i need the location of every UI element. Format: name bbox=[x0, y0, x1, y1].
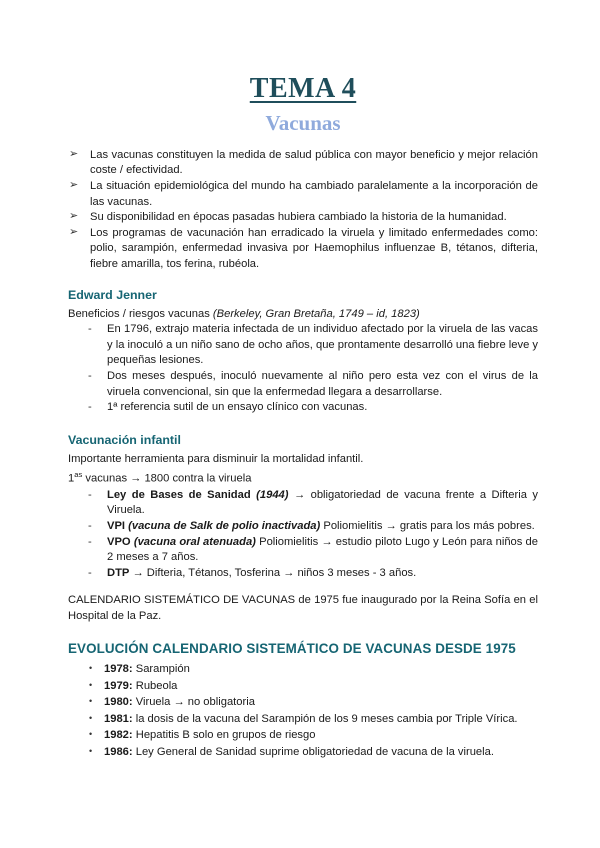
jenner-lead-plain: Beneficios / riesgos vacunas bbox=[68, 307, 213, 320]
list-item-text: la dosis de la vacuna del Sarampión de los 9 meses cambia por Triple Vírica. bbox=[132, 712, 518, 725]
list-item-year: 1979: bbox=[104, 679, 133, 692]
vacunacion-list bbox=[68, 488, 538, 582]
arrow-bullet-icon: ➢ bbox=[69, 210, 79, 223]
list-item-text: La situación epidemiológica del mundo ha cambiado paralelamente a la incorporación de las vacunas. bbox=[90, 180, 538, 208]
list-item-text: 1ª referencia sutil de un ensayo clínico con vacunas. bbox=[107, 401, 368, 414]
list-item-text: Sarampión bbox=[132, 663, 190, 676]
list-item bbox=[68, 210, 538, 226]
list-item-bold: DTP bbox=[107, 566, 130, 579]
dash-bullet-icon: - bbox=[88, 370, 92, 383]
list-item bbox=[68, 226, 538, 273]
list-item-year: 1982: bbox=[104, 729, 133, 742]
list-item-year: 1980: bbox=[104, 696, 133, 709]
list-item bbox=[68, 727, 538, 743]
list-item-text: Las vacunas constituyen la medida de salud pública con mayor beneficio y mejor relación coste / efectividad. bbox=[90, 148, 538, 177]
vacunacion-lead: Importante herramienta para disminuir la mortalidad infantil. bbox=[68, 452, 364, 465]
list-item-bold-italic: (1944) bbox=[256, 488, 289, 501]
list-item-bold: Ley de Bases de Sanidad bbox=[107, 488, 257, 501]
list-item-bold: VPO bbox=[107, 535, 134, 548]
list-item-text: Los programas de vacunación han erradicado la viruela y limitado enfermedades como: polio, sarampión, enfermedad invasiva por Haemophilus influenzae B, tétanos, difteria, fiebre amarilla, tos ferina, rubéola. bbox=[90, 226, 538, 271]
dash-bullet-icon: - bbox=[88, 535, 92, 548]
title-block bbox=[68, 74, 538, 135]
page-subtitle: Vacunas bbox=[265, 110, 341, 135]
list-item-text: Hepatitis B solo en grupos de riesgo bbox=[132, 729, 316, 742]
list-item bbox=[68, 488, 538, 519]
first-vaccines-prefix: 1 bbox=[68, 473, 75, 486]
list-item-year: 1981: bbox=[104, 712, 133, 725]
jenner-lead-italic: (Berkeley, Gran Bretaña, 1749 – id, 1823) bbox=[212, 307, 420, 320]
list-item bbox=[68, 661, 538, 677]
first-vaccines-line bbox=[68, 467, 538, 487]
list-item bbox=[68, 400, 538, 416]
list-item-year: 1986: bbox=[104, 745, 133, 758]
dash-bullet-icon: - bbox=[88, 566, 92, 579]
intro-list bbox=[68, 148, 538, 273]
dot-bullet-icon: • bbox=[89, 712, 93, 723]
list-item-text: → Difteria, Tétanos, Tosferina → niños 3 meses - 3 años. bbox=[129, 566, 417, 579]
section-heading-edward-jenner: Edward Jenner bbox=[68, 287, 157, 302]
list-item-bold-italic: (vacuna oral atenuada) bbox=[133, 535, 256, 548]
first-vaccines-superscript: as bbox=[74, 470, 83, 480]
list-item-text: Ley General de Sanidad suprime obligatoriedad de vacuna de la viruela. bbox=[132, 745, 494, 758]
list-item-text: Poliomielitis → gratis para los más pobres. bbox=[320, 519, 535, 532]
dash-bullet-icon: - bbox=[88, 401, 92, 414]
page-title: TEMA 4 bbox=[249, 73, 357, 104]
jenner-lead bbox=[68, 307, 538, 323]
calendario-paragraph: CALENDARIO SISTEMÁTICO DE VACUNAS de 1975 fue inaugurado por la Reina Sofía en el Hospital de la Paz. bbox=[68, 594, 538, 622]
dot-bullet-icon: • bbox=[89, 696, 93, 707]
list-item bbox=[68, 535, 538, 566]
list-item-bold: VPI bbox=[107, 519, 129, 532]
list-item bbox=[68, 566, 538, 582]
arrow-bullet-icon: ➢ bbox=[69, 225, 79, 238]
arrow-bullet-icon: ➢ bbox=[69, 179, 79, 192]
list-item bbox=[68, 694, 538, 710]
jenner-list bbox=[68, 322, 538, 416]
list-item bbox=[68, 744, 538, 760]
dash-bullet-icon: - bbox=[88, 323, 92, 336]
list-item-text: → obligatoriedad de vacuna frente a Difteria y Viruela. bbox=[107, 488, 538, 517]
list-item bbox=[68, 678, 538, 694]
evolucion-list bbox=[68, 661, 538, 759]
list-item-year: 1978: bbox=[104, 663, 133, 676]
dot-bullet-icon: • bbox=[89, 729, 93, 740]
list-item bbox=[68, 369, 538, 400]
list-item bbox=[68, 179, 538, 210]
dot-bullet-icon: • bbox=[89, 679, 93, 690]
list-item-bold-italic: (vacuna de Salk de polio inactivada) bbox=[128, 519, 321, 532]
section-heading-vacunacion-infantil: Vacunación infantil bbox=[68, 432, 181, 447]
arrow-bullet-icon: ➢ bbox=[69, 147, 79, 160]
list-item-text: Viruela → no obligatoria bbox=[132, 696, 255, 709]
first-vaccines-rest: vacunas → 1800 contra la viruela bbox=[82, 473, 252, 486]
dash-bullet-icon: - bbox=[88, 488, 92, 501]
list-item-text: En 1796, extrajo materia infectada de un individuo afectado por la viruela de las vacas y la inoculó a un niño sano de ocho años, que prontamente desarrolló una fiebre leve y pequeñas lesiones. bbox=[107, 323, 539, 367]
dot-bullet-icon: • bbox=[89, 663, 93, 674]
list-item bbox=[68, 711, 538, 727]
section-heading-evolucion: EVOLUCIÓN CALENDARIO SISTEMÁTICO DE VACUNAS DESDE 1975 bbox=[68, 641, 516, 657]
list-item bbox=[68, 148, 538, 179]
list-item bbox=[68, 322, 538, 369]
dash-bullet-icon: - bbox=[88, 519, 92, 532]
list-item-text: Dos meses después, inoculó nuevamente al niño pero esta vez con el virus de la viruela convencional, sin que la enfermedad llegara a desarrollarse. bbox=[107, 370, 538, 398]
list-item bbox=[68, 519, 538, 535]
dot-bullet-icon: • bbox=[89, 745, 93, 756]
list-item-text: Poliomielitis → estudio piloto Lugo y León para niños de 2 meses a 7 años. bbox=[107, 535, 539, 564]
list-item-text: Su disponibilidad en épocas pasadas hubiera cambiado la historia de la humanidad. bbox=[90, 211, 507, 224]
list-item-text: Rubeola bbox=[132, 679, 178, 692]
